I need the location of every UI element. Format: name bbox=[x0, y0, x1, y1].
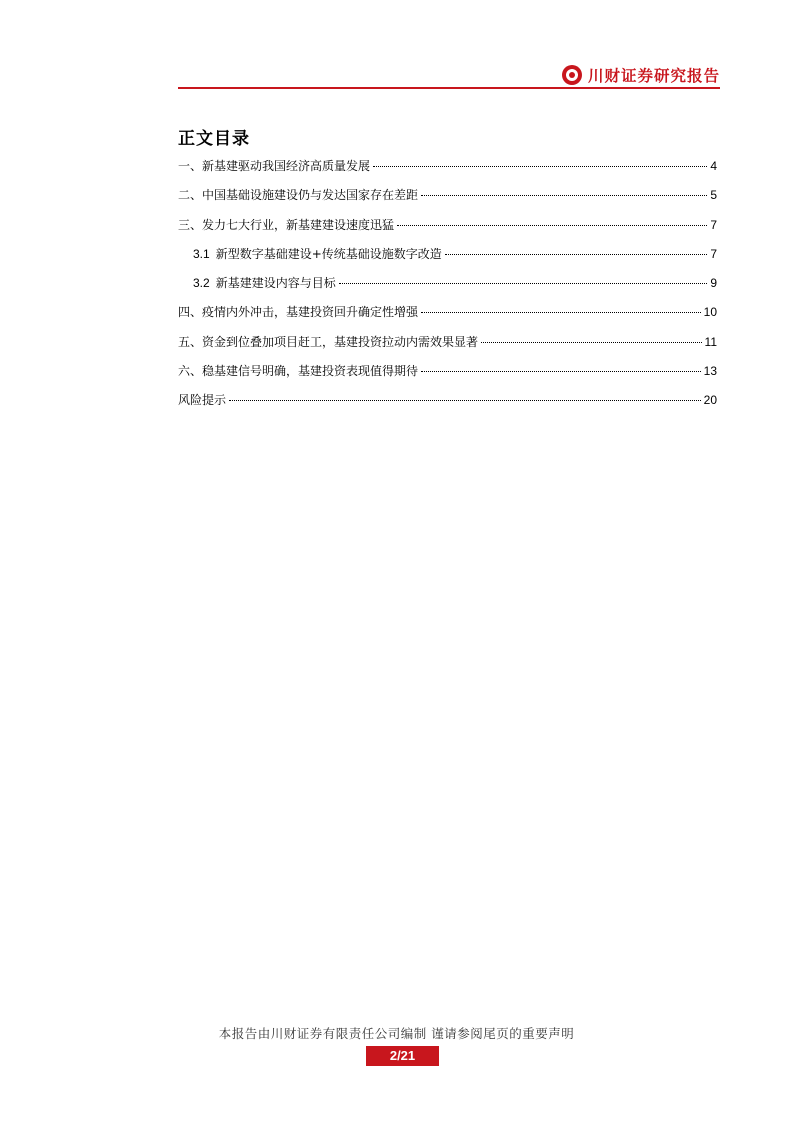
toc-entry-text: 风险提示 bbox=[178, 393, 227, 408]
toc-entry[interactable] bbox=[178, 156, 717, 185]
brand bbox=[562, 64, 720, 86]
toc-entry[interactable] bbox=[178, 185, 717, 214]
toc-entry[interactable] bbox=[178, 273, 717, 302]
toc-dot-leader bbox=[421, 371, 701, 372]
toc-entry-page: 13 bbox=[703, 364, 717, 379]
header-divider bbox=[178, 87, 720, 89]
toc-dot-leader bbox=[373, 166, 707, 167]
toc-entry-page: 4 bbox=[710, 159, 717, 173]
brand-name: 川财证券研究报告 bbox=[587, 66, 720, 85]
chuancai-logo-icon bbox=[562, 65, 582, 85]
toc-entry[interactable] bbox=[178, 244, 717, 273]
toc-entry-title bbox=[178, 156, 370, 176]
toc-entry[interactable] bbox=[178, 390, 717, 419]
toc-entry-text: 二、中国基础设施建设仍与发达国家存在差距 bbox=[178, 188, 419, 203]
toc-entry[interactable] bbox=[178, 302, 717, 331]
toc-entry-title bbox=[178, 302, 418, 322]
toc-entry-text: 新型数字基础建设+传统基础设施数字改造 bbox=[215, 246, 442, 261]
toc-entry-page: 10 bbox=[703, 305, 717, 320]
toc-entry-text: 新基建建设内容与目标 bbox=[215, 276, 336, 291]
toc-dot-leader bbox=[481, 342, 702, 343]
page-number-badge: 2/21 bbox=[366, 1046, 439, 1066]
toc-dot-leader bbox=[421, 195, 707, 196]
toc-entry[interactable] bbox=[178, 361, 717, 390]
toc-entry-text: 一、新基建驱动我国经济高质量发展 bbox=[178, 159, 371, 173]
toc-entry-title bbox=[178, 185, 418, 205]
toc-dot-leader bbox=[445, 254, 708, 255]
toc-entry-title bbox=[178, 390, 226, 410]
toc-entry-page: 11 bbox=[704, 334, 717, 349]
toc-entry[interactable] bbox=[178, 332, 717, 361]
toc-title: 正文目录 bbox=[178, 129, 250, 149]
toc-entry-text: 六、稳基建信号明确，基建投资表现值得期待 bbox=[178, 364, 419, 379]
footer-disclaimer: 本报告由川财证券有限责任公司编制 谨请参阅尾页的重要声明 bbox=[218, 1026, 575, 1041]
toc-entry-number: 3.2 bbox=[193, 276, 210, 291]
toc-entry-title bbox=[193, 273, 336, 293]
toc-dot-leader bbox=[229, 400, 701, 401]
toc-entry-title bbox=[178, 332, 478, 352]
toc-entry-page: 20 bbox=[703, 393, 717, 408]
toc-entry-text: 五、资金到位叠加项目赶工，基建投资拉动内需效果显著 bbox=[178, 334, 479, 349]
toc-entry-page: 9 bbox=[710, 276, 717, 291]
toc-entry-title bbox=[178, 361, 418, 381]
toc-entry-text: 四、疫情内外冲击，基建投资回升确定性增强 bbox=[178, 305, 419, 320]
toc-entry[interactable] bbox=[178, 215, 717, 244]
toc-entry-title bbox=[178, 215, 394, 235]
toc-entry-title bbox=[193, 244, 442, 264]
toc-dot-leader bbox=[397, 225, 707, 226]
toc-dot-leader bbox=[421, 312, 701, 313]
page-header bbox=[178, 62, 720, 89]
toc-entry-number: 3.1 bbox=[193, 246, 210, 261]
table-of-contents bbox=[178, 156, 717, 420]
toc-entry-page: 7 bbox=[710, 217, 717, 232]
toc-dot-leader bbox=[339, 283, 708, 284]
toc-entry-page: 5 bbox=[710, 188, 717, 203]
toc-entry-text: 三、发力七大行业，新基建建设速度迅猛 bbox=[178, 217, 395, 232]
toc-entry-page: 7 bbox=[710, 246, 717, 261]
